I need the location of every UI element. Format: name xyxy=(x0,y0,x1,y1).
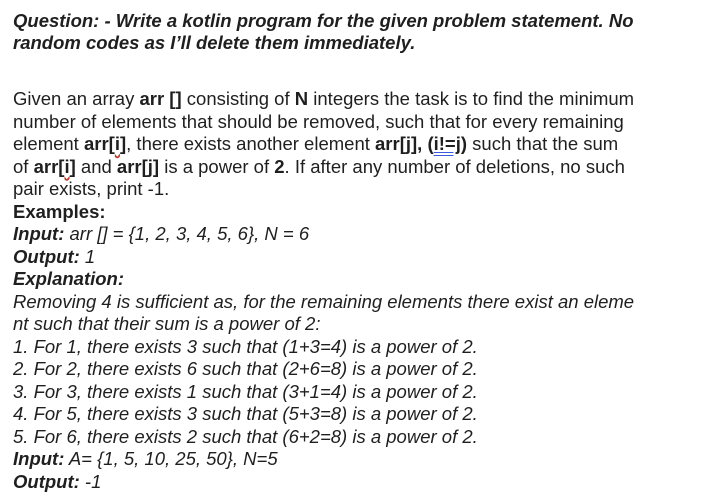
text-run: and xyxy=(75,155,117,177)
spellcheck-squiggle: i xyxy=(114,133,120,154)
input-value: A= {1, 5, 10, 25, 50}, N=5 xyxy=(64,448,278,469)
example-2-output xyxy=(13,471,692,494)
text-run: integers the task is to find the minimum xyxy=(308,88,635,109)
term-arr-j: arr[j], (i!=j) xyxy=(375,133,468,154)
explanation-line-2: nt such that their sum is a power of 2: xyxy=(13,313,321,334)
text-run: Given an array xyxy=(13,88,140,109)
problem-statement xyxy=(13,88,692,201)
question-line-1: Question: - Write a kotlin program for the given problem statement. No xyxy=(13,10,634,31)
example-1-output xyxy=(13,246,692,269)
problem-body xyxy=(13,88,692,493)
problem-line-3 xyxy=(13,133,692,156)
output-label: Output: xyxy=(13,470,80,492)
text-run: , there exists another element xyxy=(126,133,376,154)
input-label: Input: xyxy=(13,223,65,244)
list-item: 4. For 5, there exists 3 such that (5+3=8) is a power of 2. xyxy=(13,403,478,424)
term-arr: arr [] xyxy=(139,88,182,109)
term-n: N xyxy=(294,88,309,109)
example-2-input xyxy=(13,448,692,471)
output-label: Output: xyxy=(13,245,80,267)
explanation-heading: Explanation: xyxy=(13,268,125,289)
explanation-steps xyxy=(13,336,692,449)
explanation-line-1: Removing 4 is sufficient as, for the remaining elements there exist an eleme xyxy=(13,290,635,312)
problem-line-5: pair exists, print -1. xyxy=(13,178,170,199)
list-item: 2. For 2, there exists 6 such that (2+6=8) is a power of 2. xyxy=(13,358,478,379)
example-1-input xyxy=(13,223,692,246)
output-value: 1 xyxy=(79,245,96,267)
problem-line-2: number of elements that should be removed, such that for every remaining xyxy=(13,110,624,132)
term-arr-i: arr[i] xyxy=(33,155,76,177)
output-value: -1 xyxy=(79,470,102,492)
term-arr-j: arr[j] xyxy=(116,155,160,177)
list-item: 3. For 3, there exists 1 such that (3+1=4) is a power of 2. xyxy=(13,380,478,402)
term-two: 2 xyxy=(274,155,285,177)
text-run: of xyxy=(13,155,34,177)
input-label: Input: xyxy=(13,448,65,469)
text-run: element xyxy=(13,133,84,154)
list-item: 5. For 6, there exists 2 such that (6+2=8) is a power of 2. xyxy=(13,425,478,447)
input-value: arr [] = {1, 2, 3, 4, 5, 6}, N = 6 xyxy=(64,223,310,244)
term-arr-i: arr[i] xyxy=(83,133,127,154)
spellcheck-squiggle: i xyxy=(64,155,70,177)
list-item: 1. For 1, there exists 3 such that (1+3=4) is a power of 2. xyxy=(13,335,478,357)
problem-line-4 xyxy=(13,156,692,179)
text-run: . If after any number of deletions, no such xyxy=(284,155,625,177)
problem-line-1 xyxy=(13,88,692,111)
question-line-2: random codes as I’ll delete them immediately. xyxy=(13,32,416,53)
examples-heading: Examples: xyxy=(13,200,106,222)
text-run: such that the sum xyxy=(467,133,619,154)
question-heading xyxy=(13,10,692,54)
text-run: consisting of xyxy=(181,88,295,109)
grammar-underline: i!=j xyxy=(433,133,461,154)
text-run: is a power of xyxy=(159,155,275,177)
